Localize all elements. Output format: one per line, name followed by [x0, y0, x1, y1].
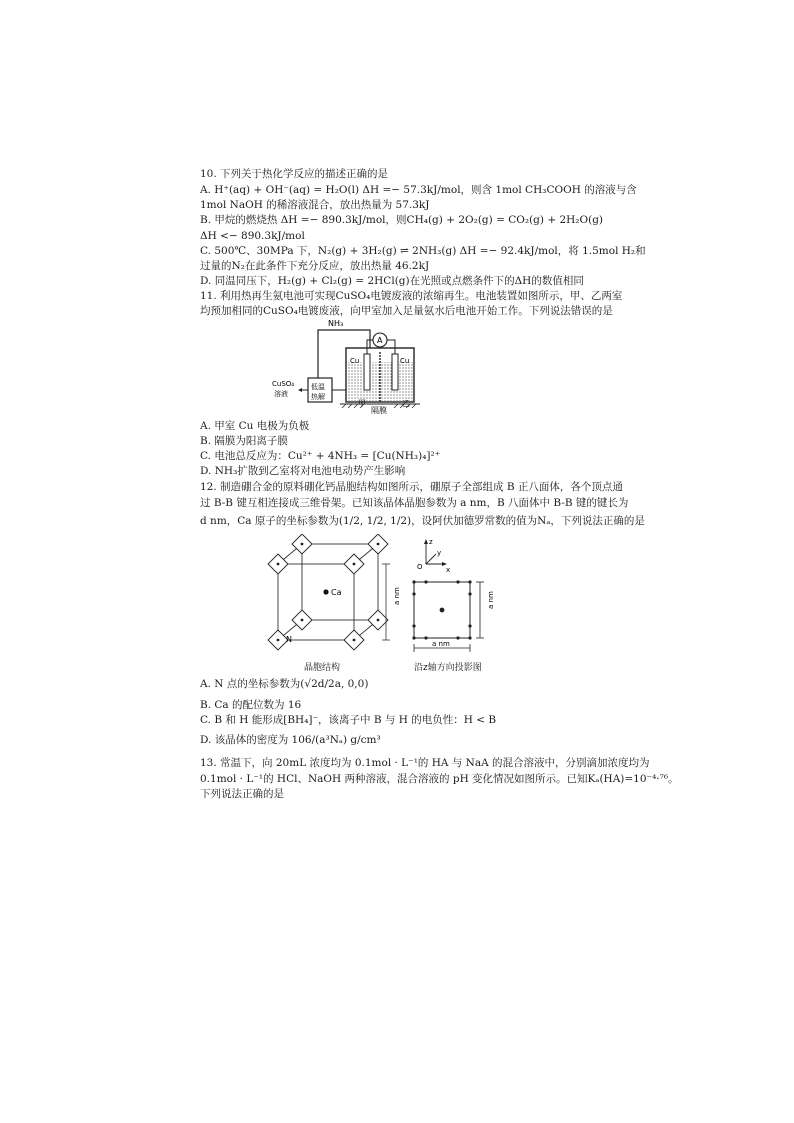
ammeter-label: A [377, 336, 383, 345]
q10-option-c-line2: 过量的N₂在此条件下充分反应，放出热量 46.2kJ [200, 260, 430, 272]
q13-stem-line1: 13. 常温下，向 20mL 浓度均为 0.1mol · L⁻¹的 HA 与 NaA 的混合溶液中，分别滴加浓度均为 [200, 757, 650, 769]
q11-option-b: B. 隔膜为阳离子膜 [200, 435, 288, 447]
q12-option-d: D. 该晶体的密度为 106/(a³Nₐ) g/cm³ [200, 734, 381, 746]
q12-stem-line3: d nm，Ca 原子的坐标参数为(1/2, 1/2, 1/2)，设阿伏加德罗常数的值为Nₐ，下列说法正确的是 [200, 515, 645, 527]
caption-projection: 沿z轴方向投影图 [414, 663, 482, 673]
chamber-jia-label: 甲 [358, 399, 366, 408]
solution-label: 溶液 [274, 390, 288, 398]
x-axis-label: x [446, 566, 451, 574]
ca-label: Ca [331, 588, 342, 597]
y-axis-label: y [437, 549, 442, 557]
q11-stem-line1: 11. 利用热再生氨电池可实现CuSO₄电镀废液的浓缩再生。电池装置如图所示，甲、乙两室 [200, 290, 623, 302]
q11-stem-line2: 均预加相同的CuSO₄电镀废液，向甲室加入足量氨水后电池开始工作。下列说法错误的是 [200, 305, 613, 317]
chamber-yi-label: 乙 [402, 399, 410, 408]
caption-crystal-structure: 晶胞结构 [304, 663, 341, 673]
cu-electrode-right [392, 354, 398, 390]
nh3-label: NH₃ [328, 319, 344, 328]
origin-label: O [417, 563, 423, 571]
cu-electrode-left [364, 354, 370, 390]
q12-option-a: A. N 点的坐标参数为(√2d/2a, 0,0) [200, 678, 369, 690]
q12-stem-line2: 过 B-B 键互相连接成三维骨架。已知该晶体晶胞参数为 a nm，B 八面体中 B-B 键的键长为 [200, 497, 629, 509]
z-axis-label: z [429, 538, 433, 546]
n-point-label: N [286, 635, 292, 644]
q10-option-a-line2: 1mol NaOH 的稀溶液混合，放出热量为 57.3kJ [200, 199, 430, 211]
q13-stem-line2: 0.1mol · L⁻¹的 HCl、NaOH 两种溶液，混合溶液的 pH 变化情况如图所示。已知Kₐ(HA)=10⁻⁴·⁷⁶。 [200, 773, 679, 785]
q12-option-c: C. B 和 H 能形成[BH₄]⁻，该离子中 B 与 H 的电负性：H < B [200, 714, 497, 726]
ca-projection [440, 608, 445, 613]
q10-option-a-line1: A. H⁺(aq) + OH⁻(aq) = H₂O(l) ΔH =− 57.3kJ/mol，则含 1mol CH₃COOH 的溶液与含 [200, 184, 637, 196]
a-nm-label-right: a nm [487, 591, 495, 609]
electrochemical-cell-diagram [270, 316, 440, 416]
a-nm-label-left: a nm [393, 587, 401, 605]
ca-atom [323, 589, 328, 594]
q10-option-b-line1: B. 甲烷的燃烧热 ΔH =− 890.3kJ/mol，则CH₄(g) + 2O₂(g) = CO₂(g) + 2H₂O(g) [200, 214, 604, 226]
q12-stem-line1: 12. 制造硼合金的原料硼化钙晶胞结构如图所示，硼原子全部组成 B 正八面体，各个顶点通 [200, 481, 623, 493]
cu-right-label: Cu [400, 357, 410, 365]
cu-left-label: Cu [350, 357, 360, 365]
membrane-label: 隔膜 [371, 406, 387, 415]
q12-option-b: B. Ca 的配位数为 16 [200, 699, 302, 711]
projection-diagram [404, 534, 504, 658]
q11-option-d: D. NH₃扩散到乙室将对电池电动势产生影响 [200, 465, 406, 477]
q11-option-c: C. 电池总反应为：Cu²⁺ + 4NH₃ = [Cu(NH₃)₄]²⁺ [200, 450, 441, 462]
crystal-cell-diagram [262, 534, 402, 658]
q10-option-b-line2: ΔH <− 890.3kJ/mol [200, 230, 305, 242]
q11-option-a: A. 甲室 Cu 电极为负极 [200, 420, 310, 432]
heater-label-1: 低温 [311, 383, 325, 391]
cuso4-label: CuSO₄ [272, 380, 295, 388]
q10-option-d: D. 同温同压下，H₂(g) + Cl₂(g) = 2HCl(g)在光照或点燃条件下的ΔH的数值相同 [200, 275, 584, 287]
q10-option-c-line1: C. 500℃、30MPa 下，N₂(g) + 3H₂(g) ⇌ 2NH₃(g) ΔH =− 92.4kJ/mol，将 1.5mol H₂和 [200, 245, 646, 257]
a-nm-label-bottom: a nm [432, 640, 450, 648]
heater-label-2: 热解 [311, 393, 325, 401]
q13-stem-line3: 下列说法正确的是 [200, 788, 284, 800]
q10-stem: 10. 下列关于热化学反应的描述正确的是 [200, 168, 389, 180]
